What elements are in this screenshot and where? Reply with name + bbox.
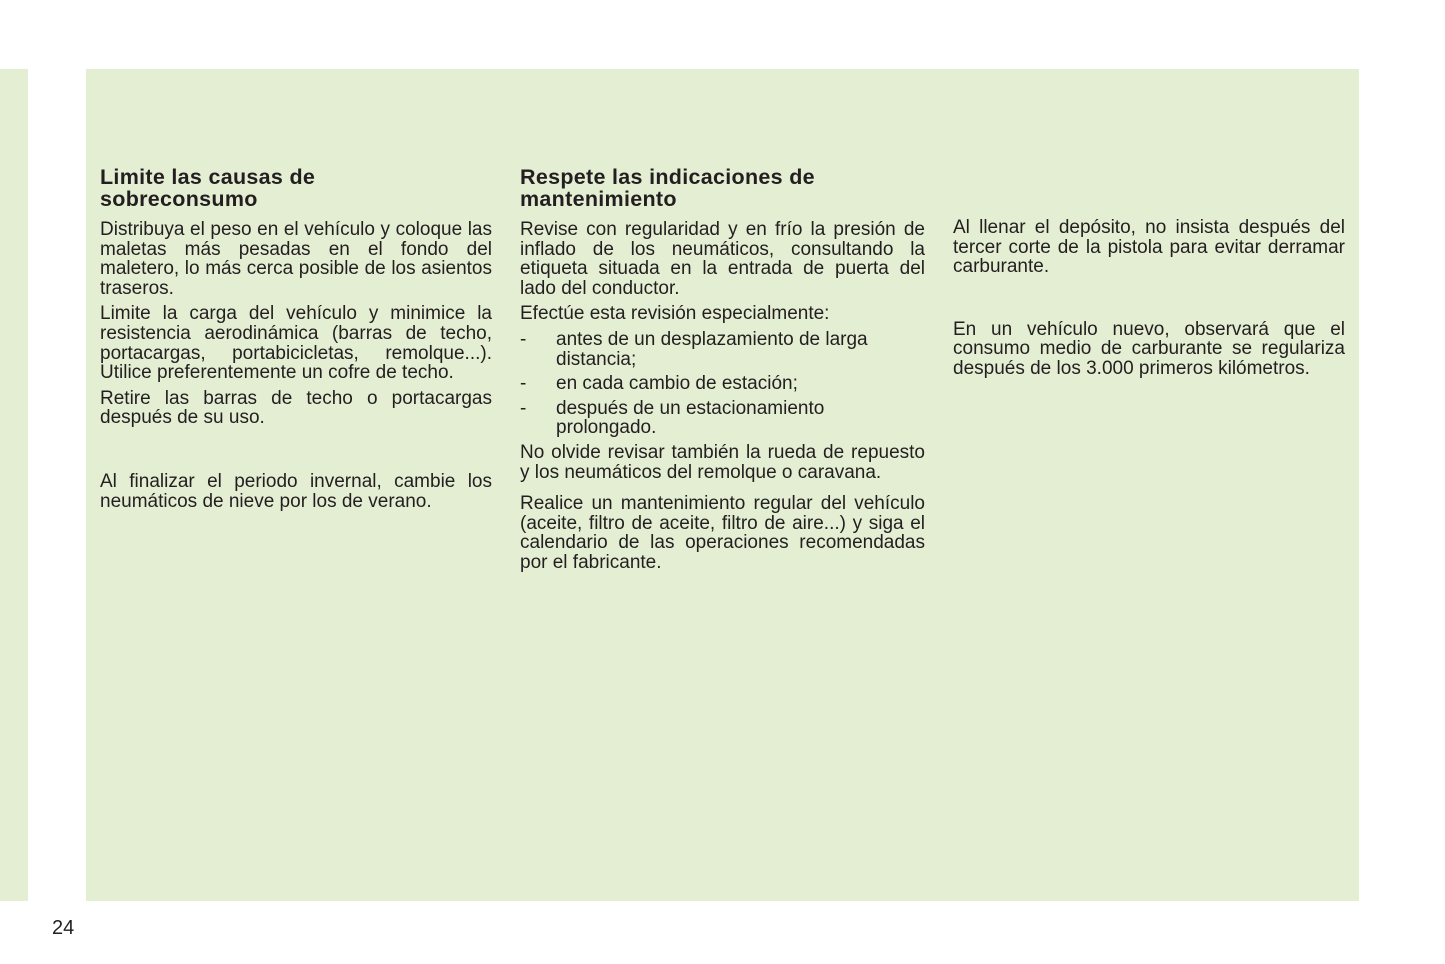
list-item: - después de un estacionamiento prolongado. [520, 397, 825, 439]
paragraph-load: Limite la carga del vehículo y minimice la resistencia aerodinámica (barras de techo, portacargas, portabicicletas, remolque...). Utilice preferentemente un cofre de techo. [100, 303, 492, 384]
section-heading-maintenance: Respete las indicaciones de mantenimiento [520, 165, 815, 211]
list-item: - antes de un desplazamiento de larga distancia; [520, 328, 868, 370]
paragraph-new-vehicle: En un vehículo nuevo, observará que el consumo medio de carburante se regulariza después de los 3.000 primeros kilómetros. [953, 318, 1345, 379]
column-overconsumption [100, 166, 492, 517]
paragraph-roof-bars: Retire las barras de techo o portacargas después de su uso. [100, 387, 492, 429]
paragraph-check-when: Efectúe esta revisión especialmente: [520, 303, 830, 325]
paragraph-regular-maintenance: Realice un mantenimiento regular del vehículo (aceite, filtro de aceite, filtro de aire...) y siga el calendario de las operaciones recomendadas por el fabricante. [520, 493, 925, 573]
paragraph-refuelling: Al llenar el depósito, no insista después del tercer corte de la pistola para evitar derramar carburante. [953, 217, 1345, 278]
column-maintenance [520, 166, 925, 579]
check-list [520, 330, 925, 438]
section-heading-overconsumption: Limite las causas de sobreconsumo [100, 165, 316, 211]
list-item: - en cada cambio de estación; [520, 373, 798, 395]
column-fuel [953, 218, 1345, 385]
paragraph-tyre-pressure: Revise con regularidad y en frío la presión de inflado de los neumáticos, consultando la etiqueta situada en la entrada de puerta del lado del conductor. [520, 219, 925, 299]
page-number: 24 [52, 917, 75, 939]
side-tab [0, 69, 28, 901]
paragraph-weight: Distribuya el peso en el vehículo y coloque las maletas más pesadas en el fondo del maletero, lo más cerca posible de los asientos traseros. [100, 219, 492, 299]
paragraph-winter-tyres: Al finalizar el periodo invernal, cambie los neumáticos de nieve por los de verano. [100, 470, 492, 512]
paragraph-spare-wheel: No olvide revisar también la rueda de repuesto y los neumáticos del remolque o caravana. [520, 441, 925, 483]
